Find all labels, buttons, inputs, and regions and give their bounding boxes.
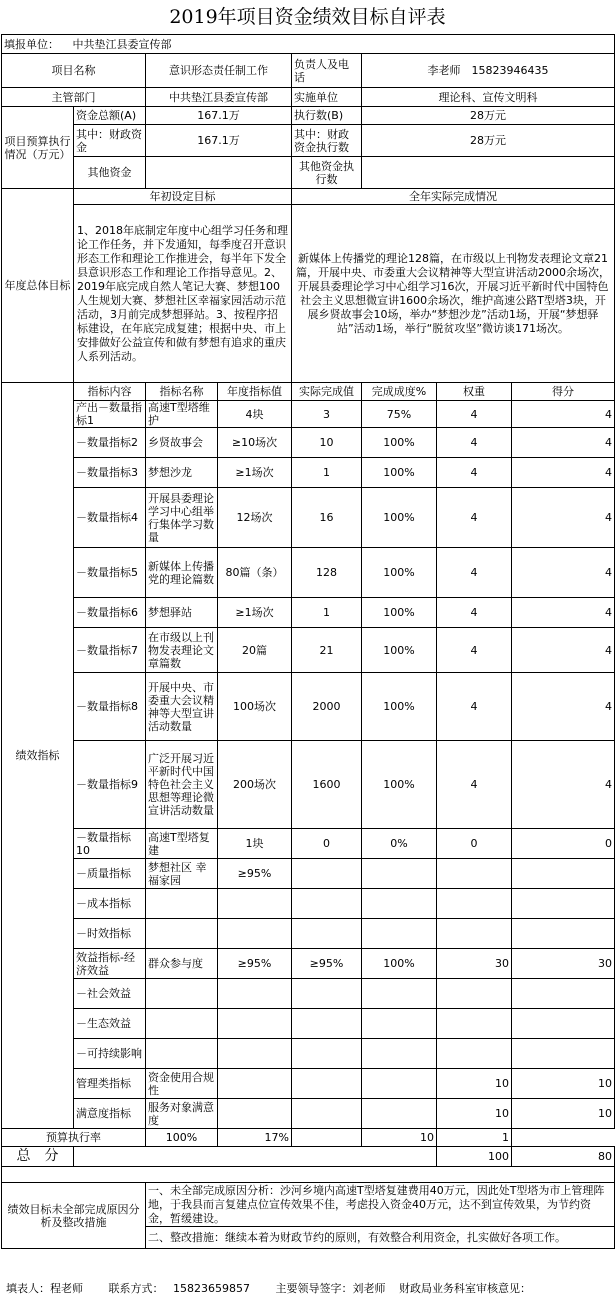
indicator-row [2,889,615,919]
indicator-target: 4块 [218,401,292,428]
indicator-name: 服务对象满意度 [146,1099,218,1129]
indicator-name: 开展中央、市委重大会议精神等大型宣讲活动数量 [146,673,218,741]
ind-header-rate: 完成成度% [362,383,437,401]
indicator-actual: 2000 [292,673,362,741]
indicator-row [2,401,615,428]
impl-label: 实施单位 [292,88,362,107]
indicator-category: 产出－数量指标1 [74,401,146,428]
goal-label: 年度总体目标 [2,189,74,383]
indicator-weight: 4 [437,628,512,673]
indicator-rate [362,1069,437,1099]
indicator-score: 4 [512,673,615,741]
indicator-row [2,919,615,949]
indicator-rate: 100% [362,548,437,598]
evaluation-table [1,34,615,1249]
indicator-category: －数量指标6 [74,598,146,628]
ind-header-actual: 实际完成值 [292,383,362,401]
indicator-category: －成本指标 [74,889,146,919]
indicator-row [2,1099,615,1129]
indicator-score [512,1009,615,1039]
indicator-score: 10 [512,1069,615,1099]
indicator-name [146,979,218,1009]
indicator-weight [437,1009,512,1039]
other-label: 其他资金 [74,157,146,189]
indicator-actual: 128 [292,548,362,598]
dept-value: 中共垫江县委宣传部 [146,88,292,107]
indicator-weight: 10 [437,1069,512,1099]
indicator-target [218,1069,292,1099]
indicator-actual [292,859,362,889]
indicator-actual: 1 [292,458,362,488]
indicator-name: 群众参与度 [146,949,218,979]
indicator-weight: 4 [437,458,512,488]
indicator-weight [437,859,512,889]
impl-value: 理论科、宣传文明科 [362,88,615,107]
project-name-value: 意识形态责任制工作 [146,54,292,88]
indicator-actual: 16 [292,488,362,548]
indicator-category: －数量指标7 [74,628,146,673]
indicator-row [2,1039,615,1069]
indicator-target [218,919,292,949]
footer-review: 财政局业务科室审核意见： [398,1282,531,1295]
indicator-weight: 4 [437,401,512,428]
indicator-target [218,1039,292,1069]
contact-value: 李老师 15823946435 [362,54,615,88]
indicator-score [512,889,615,919]
indicator-category: －可持续影响 [74,1039,146,1069]
indicator-score: 30 [512,949,615,979]
contact-label: 负责人及电话 [292,54,362,88]
project-name-label: 项目名称 [2,54,146,88]
budget-rate-weight: 10 [362,1129,437,1147]
indicator-rate [362,1009,437,1039]
indicator-weight: 4 [437,741,512,829]
indicator-name: 梦想社区 幸福家园 [146,859,218,889]
footer-contact: 联系方式： [108,1282,164,1295]
indicator-row [2,859,615,889]
indicator-row [2,458,615,488]
total-score-label: 总 分 [2,1147,74,1167]
footer-leader: 主要领导签字：刘老师 [275,1282,386,1295]
indicator-rate: 100% [362,741,437,829]
indicator-category: －社会效益 [74,979,146,1009]
indicator-weight [437,919,512,949]
footer-filler: 填表人：程老师 [6,1282,83,1295]
budget-label: 项目预算执行情况（万元） [2,107,74,189]
indicator-weight: 0 [437,829,512,859]
indicator-score: 4 [512,458,615,488]
indicator-target: 12场次 [218,488,292,548]
indicator-row [2,628,615,673]
indicator-row [2,979,615,1009]
indicator-target [218,979,292,1009]
indicator-rate: 100% [362,598,437,628]
indicator-row [2,1009,615,1039]
spacer-row [2,1167,615,1183]
indicator-category: －数量指标10 [74,829,146,859]
indicator-rate [362,889,437,919]
indicator-score: 0 [512,829,615,859]
indicator-row [2,488,615,548]
indicator-score: 4 [512,488,615,548]
total-score: 80 [512,1147,615,1167]
exec-value: 28万元 [362,107,615,125]
indicator-category: －数量指标4 [74,488,146,548]
indicator-target: ≥1场次 [218,598,292,628]
budget-rate-label: 预算执行率 [2,1129,146,1147]
fill-unit-cell [2,35,615,54]
indicator-score: 4 [512,741,615,829]
indicator-name: 乡贤故事会 [146,428,218,458]
indicator-row [2,829,615,859]
indicator-name: 高速T型塔复建 [146,829,218,859]
indicator-name: 高速T型塔维护 [146,401,218,428]
goal-init-text: 1、2018年底制定年度中心组学习任务和理论工作任务，并下发通知，每季度召开意识形态工作和理论工作推进会，每半年下发全县意识形态工作和理论工作指导意见。2、2019年底完成自然人笔记大赛、梦想100人生规划大赛、梦想社区幸福家园活动示范活动，3月前完成梦想驿站。3、按程序招标建设，在年底完成复建；根据中央、市上安排做好公益宣传和做有梦想有追求的重庆人系列活动。 [74,205,292,383]
indicator-actual [292,889,362,919]
footer [6,1280,611,1298]
fin-value: 167.1万 [146,125,292,157]
budget-rate-score: 1 [437,1129,512,1147]
indicator-rate: 75% [362,401,437,428]
indicator-rate [362,859,437,889]
indicator-category: －时效指标 [74,919,146,949]
indicator-rate: 100% [362,428,437,458]
fill-unit-label: 填报单位： [4,37,59,51]
page-title: 2019年项目资金绩效目标自评表 [169,6,446,28]
indicator-row [2,598,615,628]
footer-phone: 15823659857 [173,1282,250,1295]
indicator-target: ≥1场次 [218,458,292,488]
other-value [146,157,292,189]
indicator-rate: 100% [362,628,437,673]
indicator-category: 效益指标-经济效益 [74,949,146,979]
indicator-name [146,1009,218,1039]
indicator-score [512,859,615,889]
indicator-target: 200场次 [218,741,292,829]
indicator-target: ≥10场次 [218,428,292,458]
indicator-target [218,1009,292,1039]
total-value: 167.1万 [146,107,292,125]
indicator-target: 80篇（条） [218,548,292,598]
indicator-score: 4 [512,428,615,458]
fin-exec-label: 其中：财政资金执行数 [292,125,362,157]
indicator-category: －数量指标8 [74,673,146,741]
indicator-score: 4 [512,548,615,598]
indicator-target: ≥95% [218,949,292,979]
indicator-row [2,548,615,598]
indicator-weight: 4 [437,548,512,598]
indicator-target: 1块 [218,829,292,859]
indicator-row [2,1069,615,1099]
indicator-target: ≥95% [218,859,292,889]
indicator-score [512,979,615,1009]
indicator-weight: 4 [437,673,512,741]
goal-actual-label: 全年实际完成情况 [292,189,615,205]
indicator-name [146,889,218,919]
indicator-name: 资金使用合规性 [146,1069,218,1099]
goal-actual-text: 新媒体上传播党的理论128篇，在市级以上刊物发表理论文章21篇，开展中央、市委重大会议精神等大型宣讲活动2000余场次，开展县委理论学习中心组学习16次，开展习近平新时代中国特色社会主义思想微宣讲1600余场次，维护高速公路T型塔3块，开展乡贤故事会10场，举办“梦想沙龙”活动1场，开展“梦想驿站”活动1场，举行“脱贫攻坚”微访谈171场次。 [292,205,615,383]
indicator-score: 4 [512,401,615,428]
indicator-weight [437,1039,512,1069]
reason-measures: 二、整改措施：继续本着为财政节约的原则，有效整合利用资金，扎实做好各项工作。 [146,1227,615,1249]
indicator-actual: 1600 [292,741,362,829]
indicator-actual [292,979,362,1009]
fin-exec-value: 28万元 [362,125,615,157]
indicator-actual [292,919,362,949]
indicator-rate: 0% [362,829,437,859]
indicator-category: －生态效益 [74,1009,146,1039]
indicator-category: －数量指标5 [74,548,146,598]
indicator-target: 20篇 [218,628,292,673]
total-score-empty [74,1147,437,1167]
indicator-rate: 100% [362,673,437,741]
indicator-name: 广泛开展习近平新时代中国特色社会主义思想等理论微宣讲活动数量 [146,741,218,829]
indicator-name: 梦想沙龙 [146,458,218,488]
indicator-weight: 4 [437,488,512,548]
indicator-name: 在市级以上刊物发表理论文章篇数 [146,628,218,673]
indicator-actual: ≥95% [292,949,362,979]
other-exec-value [362,157,615,189]
indicator-actual: 10 [292,428,362,458]
ind-header-target: 年度指标值 [218,383,292,401]
indicator-name [146,919,218,949]
indicator-rate [362,1099,437,1129]
indicator-row [2,949,615,979]
indicator-row [2,428,615,458]
indicator-rate [362,1039,437,1069]
indicator-actual [292,1069,362,1099]
indicator-actual: 21 [292,628,362,673]
indicator-rate: 100% [362,458,437,488]
indicator-weight: 4 [437,428,512,458]
indicator-category: 满意度指标 [74,1099,146,1129]
indicator-category: －数量指标3 [74,458,146,488]
ind-header-score: 得分 [512,383,615,401]
goal-init-label: 年初设定目标 [74,189,292,205]
fill-unit-value: 中共垫江县委宣传部 [72,37,172,51]
indicator-score: 4 [512,628,615,673]
reason-label: 绩效目标未全部完成原因分析及整改措施 [2,1183,146,1249]
indicator-weight [437,889,512,919]
indicator-row [2,741,615,829]
perf-label: 绩效指标 [2,383,74,1129]
indicator-actual [292,1039,362,1069]
indicator-category: 管理类指标 [74,1069,146,1099]
indicator-name: 开展县委理论学习中心组举行集体学习数量 [146,488,218,548]
indicator-actual: 0 [292,829,362,859]
indicator-category: －质量指标 [74,859,146,889]
ind-header-name: 指标名称 [146,383,218,401]
indicator-score [512,919,615,949]
indicator-row [2,673,615,741]
budget-rate-actual: 17% [218,1129,292,1147]
indicator-score: 10 [512,1099,615,1129]
indicator-actual [292,1009,362,1039]
indicator-weight: 30 [437,949,512,979]
total-label: 资金总额(A) [74,107,146,125]
indicator-actual [292,1099,362,1129]
ind-header-weight: 权重 [437,383,512,401]
reason-analysis: 一、未全部完成原因分析：沙河乡境内高速T型塔复建费用40万元，因此处T型塔为市上管理阵地，于我县而言复建点位宣传效果不佳，考虑投入资金40万元，达不到宣传效果，为节约资金，暂缓建设。 [146,1183,615,1227]
indicator-category: －数量指标9 [74,741,146,829]
indicator-name [146,1039,218,1069]
indicator-weight: 4 [437,598,512,628]
indicator-score: 4 [512,598,615,628]
indicator-weight: 10 [437,1099,512,1129]
fin-label: 其中：财政资金 [74,125,146,157]
total-weight: 100 [437,1147,512,1167]
indicator-name: 梦想驿站 [146,598,218,628]
budget-rate-empty [292,1129,362,1147]
indicator-rate: 100% [362,949,437,979]
indicator-target [218,1099,292,1129]
ind-header-cat: 指标内容 [74,383,146,401]
indicator-category: －数量指标2 [74,428,146,458]
indicator-name: 新媒体上传播党的理论篇数 [146,548,218,598]
indicator-actual: 3 [292,401,362,428]
indicator-rate [362,979,437,1009]
exec-label: 执行数(B) [292,107,362,125]
indicator-rate [362,919,437,949]
indicator-score [512,1039,615,1069]
indicator-target: 100场次 [218,673,292,741]
indicator-target [218,889,292,919]
indicator-actual: 1 [292,598,362,628]
budget-rate-target: 100% [146,1129,218,1147]
dept-label: 主管部门 [2,88,146,107]
indicator-weight [437,979,512,1009]
indicator-rate: 100% [362,488,437,548]
other-exec-label: 其他资金执行数 [292,157,362,189]
